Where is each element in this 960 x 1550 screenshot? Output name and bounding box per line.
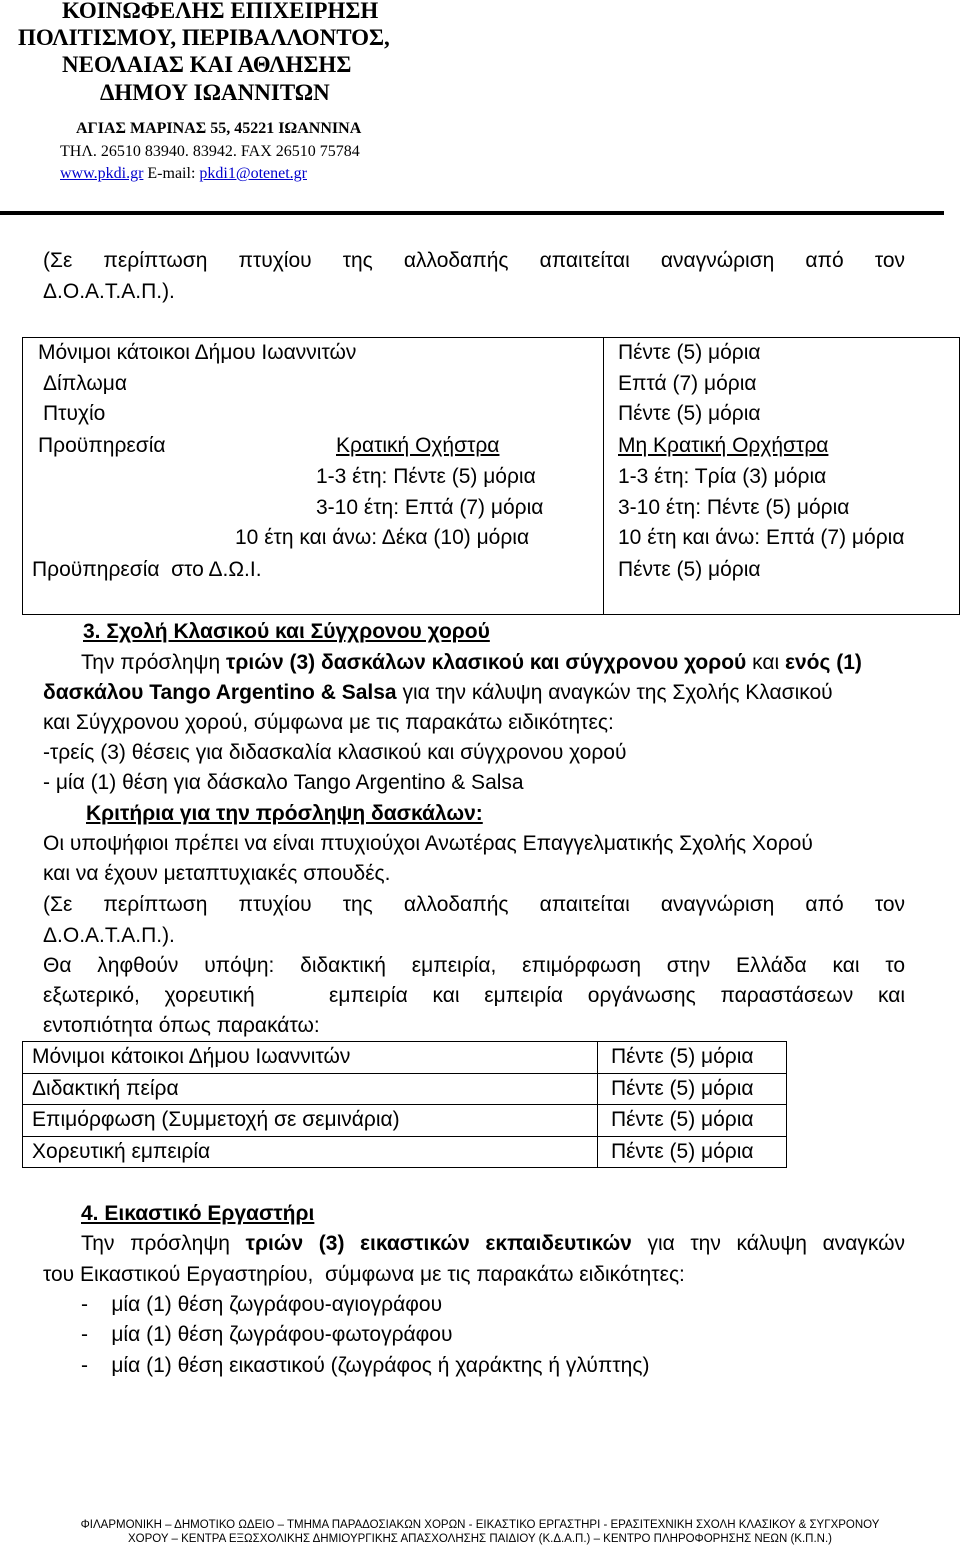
scoring-table-1-divider xyxy=(603,337,604,615)
letterhead-phone: ΤΗΛ. 26510 83940. 83942. FAX 26510 75784 xyxy=(60,143,360,160)
letterhead-line1: ΚΟΙΝΩΦΕΛΗΣ ΕΠΙΧΕΙΡΗΣΗ xyxy=(62,0,379,23)
state-orchestra-2: 3-10 έτη: Επτά (7) μόρια xyxy=(316,496,544,519)
intro-line1: (Σε περίπτωση πτυχίου της αλλοδαπής απαιτείται αναγνώριση από τον xyxy=(43,249,905,272)
criteria-line5: Θα ληφθούν υπόψη: διδακτική εμπειρία, επιμόρφωση στην Ελλάδα και το xyxy=(43,954,905,977)
criteria-line7: εντοπιότητα όπως παρακάτω: xyxy=(43,1014,320,1037)
website-link[interactable]: www.pkdi.gr xyxy=(60,165,144,182)
table2-row-line-2 xyxy=(22,1104,787,1105)
letterhead-line4: ΔΗΜΟΥ ΙΩΑΝΝΙΤΩΝ xyxy=(100,80,330,105)
criteria-line1: Οι υποψήφιοι πρέπει να είναι πτυχιούχοι Ανωτέρας Επαγγελματικής Σχολής Χορού xyxy=(43,832,813,855)
footer-line1: ΦΙΛΑΡΜΟΝΙΚΗ – ΔΗΜΟΤΙΚΟ ΩΔΕΙΟ – ΤΜΗΜΑ ΠΑΡΑΔΟΣΙΑΚΩΝ ΧΟΡΩΝ - ΕΙΚΑΣΤΙΚΟ ΕΡΓΑΣΤΗΡΙ - ΕΡΑΣΙΤΕΧΝΙΚΗ ΣΧΟΛΗ ΚΛΑΣΙΚΟΥ & ΣΥΓΧΡΟΝΟΥ xyxy=(80,1519,880,1531)
table2-label-training: Επιμόρφωση (Συμμετοχή σε σεμινάρια) xyxy=(32,1108,400,1131)
table2-label-teaching: Διδακτική πείρα xyxy=(32,1077,179,1100)
letterhead-line2: ΠΟΛΙΤΙΣΜΟΥ, ΠΕΡΙΒΑΛΛΟΝΤΟΣ, xyxy=(18,25,390,50)
table1-doi-label: Προϋπηρεσία στο Δ.Ω.Ι. xyxy=(32,558,262,581)
state-orchestra-heading: Κρατική Οχήστρα xyxy=(336,434,500,457)
criteria-heading: Κριτήρια για την πρόσληψη δασκάλων: xyxy=(86,802,483,825)
section4-p1-c: για την κάλυψη αναγκών xyxy=(631,1232,905,1255)
table2-label-residents: Μόνιμοι κάτοικοι Δήμου Ιωαννιτών xyxy=(32,1045,351,1068)
table2-label-dance: Χορευτική εμπειρία xyxy=(32,1140,211,1163)
table2-row-line-1 xyxy=(22,1073,787,1074)
section4-p1-line2: του Εικαστικού Εργαστηρίου, σύμφωνα με τις παρακάτω ειδικότητες: xyxy=(43,1263,685,1286)
footer-line2: ΧΟΡΟΥ – ΚΕΝΤΡΑ ΕΞΩΣΧΟΛΙΚΗΣ ΔΗΜΙΟΥΡΓΙΚΗΣ ΑΠΑΣΧΟΛΗΣΗΣ ΠΑΙΔΙΟΥ (Κ.Δ.Α.Π.) – ΚΕΝΤΡΟ ΠΛΗΡΟΦΟΡΗΣΗΣ ΝΕΩΝ (Κ.Π.Ν.) xyxy=(128,1533,832,1545)
section4-p1-line1 xyxy=(81,1232,905,1256)
letterhead-line3: ΝΕΟΛΑΙΑΣ ΚΑΙ ΑΘΛΗΣΗΣ xyxy=(62,52,352,77)
section4-p1-a: Την πρόσληψη xyxy=(81,1232,246,1255)
private-orchestra-1: 1-3 έτη: Τρία (3) μόρια xyxy=(618,465,827,488)
section3-item1: -τρείς (3) θέσεις για διδασκαλία κλασικού και σύγχρονου χορού xyxy=(43,741,627,764)
state-orchestra-3: 10 έτη και άνω: Δέκα (10) μόρια xyxy=(235,526,530,549)
letterhead-address: ΑΓΙΑΣ ΜΑΡΙΝΑΣ 55, 45221 ΙΩΑΝΝΙΝΑ xyxy=(76,120,362,137)
table1-doi-value: Πέντε (5) μόρια xyxy=(618,558,761,581)
section4-p1-b: τριών (3) εικαστικών εκπαιδευτικών xyxy=(245,1232,632,1255)
criteria-line3: (Σε περίπτωση πτυχίου της αλλοδαπής απαιτείται αναγνώριση από τον xyxy=(43,893,905,916)
table2-value-residents: Πέντε (5) μόρια xyxy=(611,1045,754,1068)
section4-item2: - μία (1) θέση ζωγράφου-φωτογράφου xyxy=(81,1323,453,1346)
section3-heading: 3. Σχολή Κλασικού και Σύγχρονου χορού xyxy=(83,620,490,643)
email-label: E-mail: xyxy=(147,165,196,182)
section3-p1-c: και xyxy=(746,651,785,674)
section3-item2: - μία (1) θέση για δάσκαλο Tango Argentino & Salsa xyxy=(43,771,524,794)
table1-label-residents: Μόνιμοι κάτοικοι Δήμου Ιωαννιτών xyxy=(38,341,357,364)
section3-p1-line1 xyxy=(81,651,862,675)
section3-p1-f: για την κάλυψη αναγκών της Σχολής Κλασικού xyxy=(396,681,833,704)
section3-p1-line3: και Σύγχρονου χορού, σύμφωνα με τις παρακάτω ειδικότητες: xyxy=(43,711,614,734)
letterhead-divider xyxy=(0,211,944,215)
letterhead-contact xyxy=(60,162,307,186)
section3-p1-d: ενός (1) xyxy=(785,651,862,674)
table1-label-degree: Πτυχίο xyxy=(43,402,106,425)
section3-p1-e: δασκάλου Tango Argentino & Salsa xyxy=(43,681,397,704)
section3-p1-b: τριών (3) δασκάλων κλασικού και σύγχρονου χορού xyxy=(226,651,747,674)
table1-value-degree: Πέντε (5) μόρια xyxy=(618,402,761,425)
section4-item3: - μία (1) θέση εικαστικού (ζωγράφος ή χαράκτης ή γλύπτης) xyxy=(81,1354,650,1377)
email-link[interactable]: pkdi1@otenet.gr xyxy=(199,165,307,182)
section3-p1-a: Την πρόσληψη xyxy=(81,651,227,674)
private-orchestra-2: 3-10 έτη: Πέντε (5) μόρια xyxy=(618,496,850,519)
table2-value-training: Πέντε (5) μόρια xyxy=(611,1108,754,1131)
table2-value-teaching: Πέντε (5) μόρια xyxy=(611,1077,754,1100)
section3-p1-line2 xyxy=(43,681,833,705)
table1-label-diploma: Δίπλωμα xyxy=(43,372,127,395)
criteria-line4: Δ.Ο.Α.Τ.Α.Π.). xyxy=(43,924,175,947)
table2-value-dance: Πέντε (5) μόρια xyxy=(611,1140,754,1163)
table1-value-diploma: Επτά (7) μόρια xyxy=(618,372,757,395)
state-orchestra-1: 1-3 έτη: Πέντε (5) μόρια xyxy=(316,465,536,488)
private-orchestra-heading: Μη Κρατική Ορχήστρα xyxy=(618,434,829,457)
private-orchestra-3: 10 έτη και άνω: Επτά (7) μόρια xyxy=(618,526,905,549)
criteria-line6: εξωτερικό, χορευτική εμπειρία και εμπειρία οργάνωσης παραστάσεων και xyxy=(43,984,905,1007)
section4-heading: 4. Εικαστικό Εργαστήρι xyxy=(81,1202,315,1225)
table1-value-residents: Πέντε (5) μόρια xyxy=(618,341,761,364)
section4-item1: - μία (1) θέση ζωγράφου-αγιογράφου xyxy=(81,1293,443,1316)
table1-experience-label: Προϋπηρεσία xyxy=(38,434,166,457)
table2-row-line-3 xyxy=(22,1136,787,1137)
criteria-line2: και να έχουν μεταπτυχιακές σπουδές. xyxy=(43,862,391,885)
intro-line2: Δ.Ο.Α.Τ.Α.Π.). xyxy=(43,280,175,303)
